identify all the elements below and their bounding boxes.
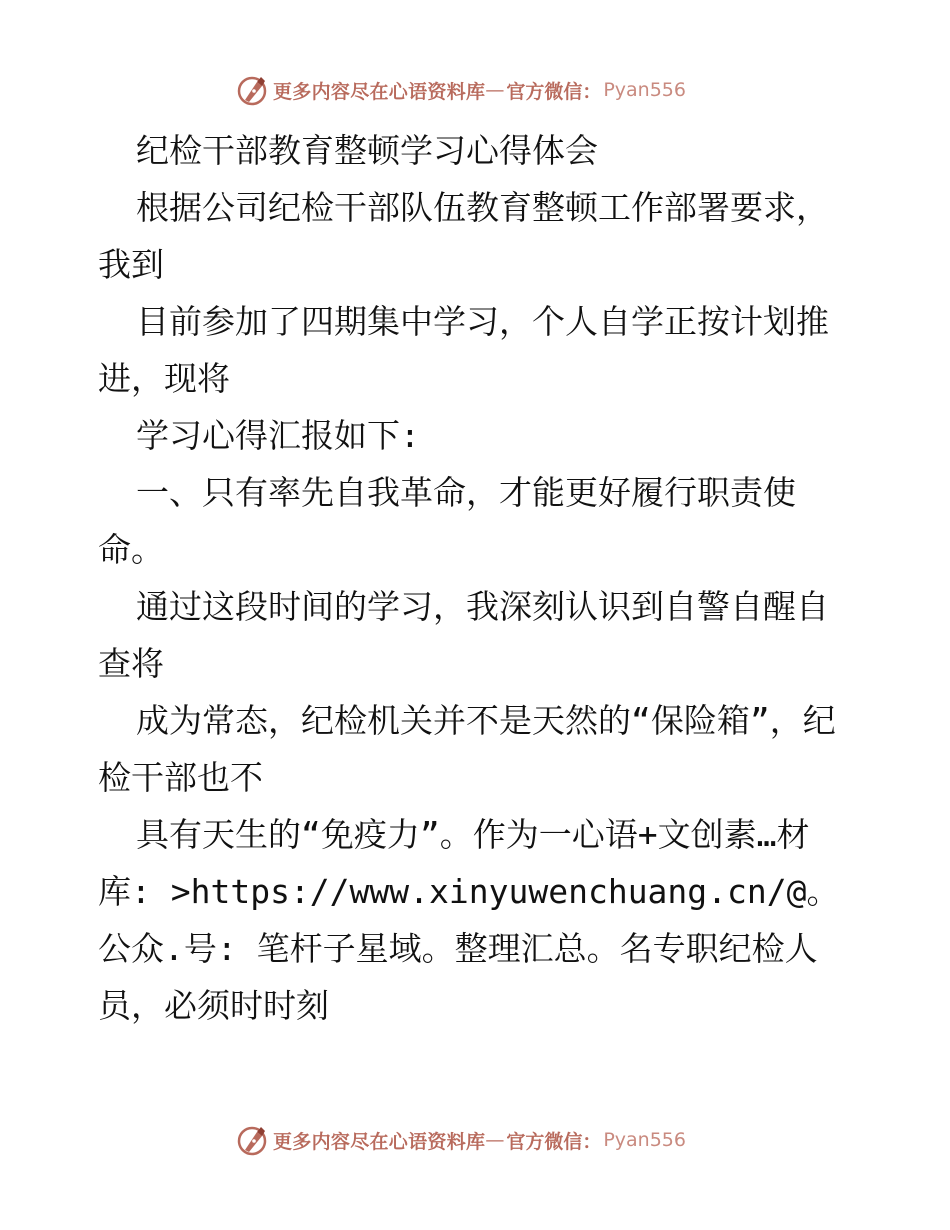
footer-watermark-banner: [235, 1122, 686, 1158]
watermark-dash: —: [485, 79, 505, 101]
header-watermark-banner: [235, 72, 686, 108]
watermark-wechat-label: 官方微信：: [506, 80, 602, 103]
watermark-promo-text: 更多内容尽在心语资料库: [273, 1130, 486, 1153]
watermark-wechat-id: Pyan556: [603, 79, 686, 101]
document-title: 纪检干部教育整顿学习心得体会: [136, 131, 598, 170]
watermark-dash: —: [485, 1129, 505, 1151]
paragraph: 成为常态，纪检机关并不是天然的“保险箱”，纪检干部也不: [98, 701, 836, 797]
paragraph: 根据公司纪检干部队伍教育整顿工作部署要求，我到: [98, 188, 829, 284]
paragraph: 具有天生的“免疫力”。作为一心语+文创素…材库: >https://www.xinyuwenchuang.cn/@。公众.号: 笔杆子星域。整理汇总。名专职纪检人员，必须时时刻: [98, 815, 840, 1025]
paragraph: 学习心得汇报如下:: [136, 416, 420, 455]
paragraph: 通过这段时间的学习，我深刻认识到自警自醒自查将: [98, 587, 829, 683]
document-body: [98, 122, 858, 1034]
watermark-promo-text: 更多内容尽在心语资料库: [273, 80, 486, 103]
watermark-wechat-label: 官方微信：: [506, 1130, 602, 1153]
watermark-wechat-id: Pyan556: [603, 1129, 686, 1151]
paragraph: 目前参加了四期集中学习，个人自学正按计划推进，现将: [98, 302, 829, 398]
pen-nib-logo-icon: [235, 73, 269, 107]
section-heading: 一、只有率先自我革命，才能更好履行职责使命。: [98, 473, 796, 569]
pen-nib-logo-icon: [235, 1123, 269, 1157]
